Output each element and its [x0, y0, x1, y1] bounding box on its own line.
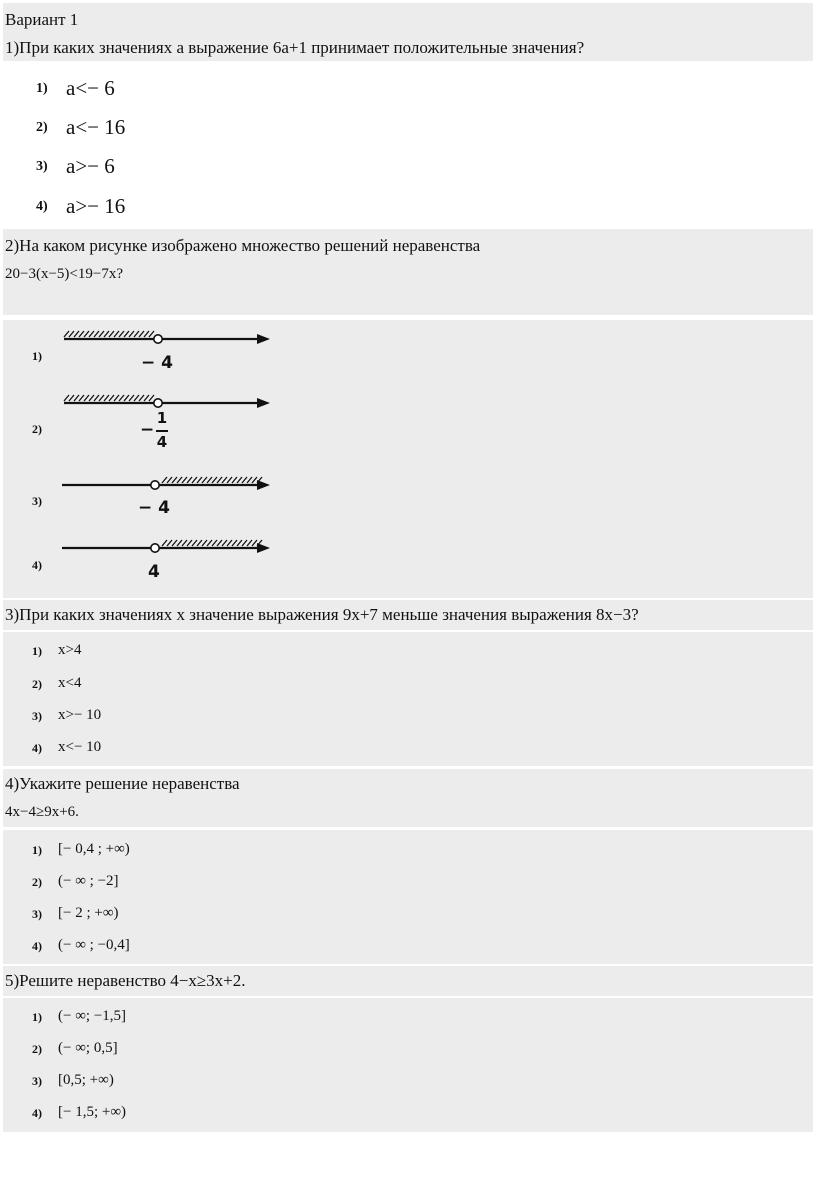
q1-option-1-number: 1) — [36, 81, 48, 96]
q2-option-2-number: 2) — [32, 422, 42, 436]
q3-option-4: x<− 10 — [58, 739, 102, 755]
q3-option-1-number: 1) — [32, 644, 42, 658]
q2-option-3-number: 3) — [32, 494, 42, 508]
q4-option-3: [− 2 ; +∞) — [58, 905, 119, 921]
question-3-options-block — [3, 632, 813, 766]
q4-option-1-number: 1) — [32, 843, 42, 857]
q3-option-3-number: 3) — [32, 709, 42, 723]
question-5-text: 5)Решите неравенство 4−x≥3x+2. — [5, 971, 246, 990]
question-1-text: 1)При каких значениях а выражение 6а+1 принимает положительные значения? — [5, 38, 585, 57]
open-point-icon — [154, 399, 162, 407]
q4-option-2: (− ∞ ; −2] — [58, 873, 119, 889]
q5-option-3: [0,5; +∞) — [58, 1072, 114, 1088]
q2-option-2-label-numerator: 1 — [156, 409, 168, 427]
arrow-head-icon — [257, 480, 270, 490]
q2-option-1-number: 1) — [32, 349, 42, 363]
number-line-3 — [58, 474, 274, 494]
open-point-icon — [151, 481, 159, 489]
question-2-text: 2)На каком рисунке изображено множество решений неравенства — [5, 236, 481, 255]
q1-option-2-number: 2) — [36, 120, 48, 135]
q5-option-1: (− ∞; −1,5] — [58, 1008, 127, 1024]
q2-option-2-label-sign: − — [140, 420, 155, 440]
variant-title: Вариант 1 — [5, 10, 79, 29]
q1-option-1: a<− 6 — [66, 76, 115, 100]
q3-option-1: x>4 — [58, 642, 82, 658]
q1-option-4-number: 4) — [36, 199, 48, 214]
q3-option-2-number: 2) — [32, 677, 42, 691]
q1-option-2: a<− 16 — [66, 115, 126, 139]
q4-option-4-number: 4) — [32, 939, 42, 953]
q2-option-4-number: 4) — [32, 558, 42, 572]
q3-option-4-number: 4) — [32, 741, 42, 755]
q5-option-2-number: 2) — [32, 1042, 42, 1056]
q4-option-1: [− 0,4 ; +∞) — [58, 841, 130, 857]
q5-option-2: (− ∞; 0,5] — [58, 1040, 118, 1056]
q4-option-4: (− ∞ ; −0,4] — [58, 937, 130, 953]
fraction-bar — [156, 430, 168, 432]
q1-option-3: a>− 6 — [66, 154, 115, 178]
q4-option-2-number: 2) — [32, 875, 42, 889]
q1-option-3-number: 3) — [36, 159, 48, 174]
q2-option-4-label: 4 — [148, 562, 160, 582]
q1-option-4: a>− 16 — [66, 194, 126, 218]
hatch-right-4 — [162, 540, 262, 546]
number-line-1 — [58, 328, 274, 348]
q2-option-1-label: − 4 — [141, 353, 173, 373]
question-4-expression: 4x−4≥9x+6. — [5, 804, 79, 820]
arrow-head-icon — [257, 334, 270, 344]
q2-option-3-label: − 4 — [138, 498, 170, 518]
question-4-text: 4)Укажите решение неравенства — [5, 774, 240, 793]
hatch-left-1 — [64, 331, 154, 337]
q2-option-2-label-denominator: 4 — [156, 433, 168, 451]
number-line-4 — [58, 537, 274, 557]
q3-option-2: x<4 — [58, 675, 82, 691]
hatch-right-3 — [162, 477, 262, 483]
arrow-head-icon — [257, 543, 270, 553]
q4-option-3-number: 3) — [32, 907, 42, 921]
open-point-icon — [154, 335, 162, 343]
question-3-text: 3)При каких значениях x значение выражения 9x+7 меньше значения выражения 8x−3? — [5, 605, 639, 624]
q5-option-3-number: 3) — [32, 1074, 42, 1088]
q5-option-4: [− 1,5; +∞) — [58, 1104, 127, 1120]
q5-option-1-number: 1) — [32, 1010, 42, 1024]
q3-option-3: x>− 10 — [58, 707, 102, 723]
open-point-icon — [151, 544, 159, 552]
question-2-expression: 20−3(x−5)<19−7x? — [5, 266, 123, 282]
arrow-head-icon — [257, 398, 270, 408]
hatch-left-2 — [64, 395, 154, 401]
q5-option-4-number: 4) — [32, 1106, 42, 1120]
